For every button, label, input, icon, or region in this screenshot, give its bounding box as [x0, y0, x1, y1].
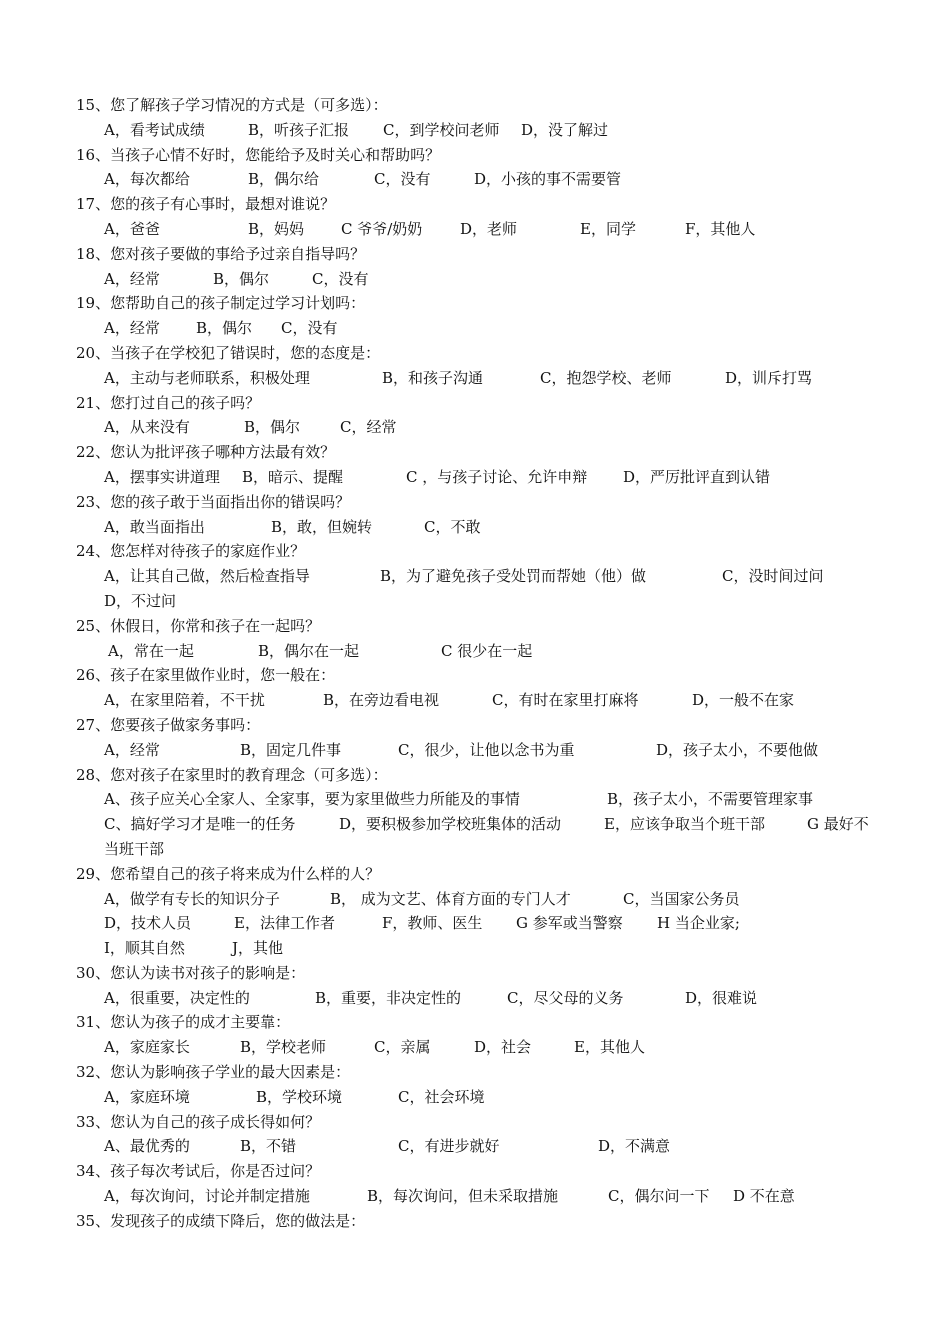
- answer-option: B，每次询问，但未采取措施: [367, 1187, 559, 1206]
- option-line: [0, 465, 950, 490]
- answer-option: A，摆事实讲道理: [104, 467, 220, 486]
- answer-option: A，每次都给: [104, 170, 190, 189]
- question-row: [0, 143, 950, 168]
- question-row: [0, 1060, 950, 1085]
- answer-option: A，很重要，决定性的: [104, 988, 250, 1007]
- question-text: 22、您认为批评孩子哪种方法最有效？: [76, 443, 336, 462]
- option-line: [0, 267, 950, 292]
- question-text: 17、您的孩子有心事时，最想对谁说？: [76, 195, 336, 214]
- answer-option: C，没时间过问: [722, 567, 824, 586]
- question-row: [0, 93, 950, 118]
- answer-option: D，小孩的事不需要管: [474, 170, 622, 189]
- question-text: 28、您对孩子在家里时的教育理念（可多选）：: [76, 765, 388, 784]
- question-text: 32、您认为影响孩子学业的最大因素是：: [76, 1063, 351, 1082]
- answer-option: A，从来没有: [104, 418, 190, 437]
- answer-option: A，做学有专长的知识分子: [104, 889, 280, 908]
- answer-option: A，家庭家长: [104, 1038, 190, 1057]
- answer-option: B，为了避免孩子受处罚而帮她（他）做: [380, 567, 647, 586]
- question-text: 26、孩子在家里做作业时，您一般在：: [76, 666, 336, 685]
- question-text: 30、您认为读书对孩子的影响是：: [76, 963, 306, 982]
- answer-option: B，不错: [240, 1137, 297, 1156]
- answer-option: C，没有: [312, 269, 369, 288]
- answer-option: 当班干部: [104, 839, 165, 858]
- question-text: 18、您对孩子要做的事给予过亲自指导吗？: [76, 244, 366, 263]
- answer-option: C，有进步就好: [398, 1137, 500, 1156]
- option-line: [0, 936, 950, 961]
- option-line: [0, 118, 950, 143]
- questionnaire-page: [0, 93, 950, 1234]
- answer-option: A，经常: [104, 269, 160, 288]
- question-row: [0, 663, 950, 688]
- answer-option: B，学校老师: [240, 1038, 327, 1057]
- answer-option: C，亲属: [374, 1038, 431, 1057]
- answer-option: C，尽父母的义务: [507, 988, 624, 1007]
- question-text: 29、您希望自己的孩子将来成为什么样的人？: [76, 864, 381, 883]
- option-line: [0, 167, 950, 192]
- option-line: [0, 986, 950, 1011]
- question-text: 27、您要孩子做家务事吗：: [76, 715, 261, 734]
- answer-option: C，社会环境: [398, 1087, 485, 1106]
- answer-option: A，家庭环境: [104, 1087, 190, 1106]
- answer-option: A，爸爸: [104, 219, 160, 238]
- question-text: 15、您了解孩子学习情况的方式是（可多选）：: [76, 96, 388, 114]
- option-line: [0, 515, 950, 540]
- answer-option: A，经常: [104, 319, 160, 338]
- answer-option: C，有时在家里打麻将: [492, 691, 639, 710]
- answer-option: D，不过问: [104, 591, 177, 610]
- answer-option: D，没了解过: [521, 120, 609, 139]
- answer-option: G 最好不: [807, 815, 869, 834]
- answer-option: B，偶尔: [196, 319, 253, 338]
- answer-option: D，要积极参加学校班集体的活动: [339, 815, 562, 834]
- answer-option: B，暗示、提醒: [242, 467, 344, 486]
- question-row: [0, 1010, 950, 1035]
- question-row: [0, 1159, 950, 1184]
- answer-option: E，法律工作者: [234, 914, 335, 933]
- answer-option: D，技术人员: [104, 914, 192, 933]
- answer-option: J，其他: [232, 939, 284, 958]
- answer-option: G 参军或当警察: [516, 914, 623, 933]
- answer-option: C，偶尔问一下: [608, 1187, 710, 1206]
- answer-option: D，不满意: [598, 1137, 671, 1156]
- question-row: [0, 961, 950, 986]
- question-row: [0, 614, 950, 639]
- answer-option: C，经常: [340, 418, 397, 437]
- question-text: 33、您认为自己的孩子成长得如何？: [76, 1112, 321, 1131]
- question-text: 24、您怎样对待孩子的家庭作业？: [76, 542, 306, 561]
- answer-option: C 很少在一起: [441, 641, 533, 660]
- answer-option: A、最优秀的: [104, 1137, 190, 1156]
- option-line: [0, 316, 950, 341]
- answer-option: A，常在一起: [108, 641, 194, 660]
- answer-option: D，一般不在家: [692, 691, 795, 710]
- question-text: 21、您打过自己的孩子吗？: [76, 393, 261, 412]
- answer-option: B， 成为文艺、体育方面的专门人才: [330, 889, 571, 908]
- question-text: 31、您认为孩子的成才主要靠：: [76, 1013, 291, 1032]
- answer-option: D 不在意: [733, 1187, 795, 1206]
- answer-option: A，经常: [104, 740, 160, 759]
- option-line: [0, 639, 950, 664]
- question-text: 19、您帮助自己的孩子制定过学习计划吗：: [76, 294, 366, 313]
- answer-option: D，严厉批评直到认错: [623, 467, 771, 486]
- answer-option: B，学校环境: [256, 1087, 343, 1106]
- answer-option: B，和孩子沟通: [382, 368, 484, 387]
- question-row: [0, 1110, 950, 1135]
- answer-option: I，顺其自然: [104, 939, 185, 958]
- answer-option: C，没有: [281, 319, 338, 338]
- option-line: [0, 812, 950, 837]
- answer-option: B，妈妈: [248, 219, 305, 238]
- answer-option: A，在家里陪着，不干扰: [104, 691, 265, 710]
- option-line: [0, 1184, 950, 1209]
- answer-option: C，很少，让他以念书为重: [398, 740, 575, 759]
- answer-option: B，重要，非决定性的: [315, 988, 462, 1007]
- question-text: 35、发现孩子的成绩下降后，您的做法是：: [76, 1211, 366, 1230]
- answer-option: C，不敢: [424, 517, 481, 536]
- answer-option: B，偶尔: [213, 269, 270, 288]
- option-line: [0, 1134, 950, 1159]
- answer-option: C 爷爷/奶奶: [341, 219, 423, 238]
- answer-option: C，当国家公务员: [623, 889, 740, 908]
- answer-option: C ，与孩子讨论、允许申辩: [406, 467, 588, 486]
- option-line: [0, 564, 950, 589]
- option-line: [0, 887, 950, 912]
- answer-option: C，抱怨学校、老师: [540, 368, 672, 387]
- answer-option: A，让其自己做，然后检查指导: [104, 567, 310, 586]
- answer-option: A，看考试成绩: [104, 120, 205, 139]
- question-text: 23、您的孩子敢于当面指出你的错误吗？: [76, 492, 351, 511]
- question-row: [0, 440, 950, 465]
- question-row: [0, 490, 950, 515]
- answer-option: E，应该争取当个班干部: [604, 815, 765, 834]
- answer-option: B，在旁边看电视: [323, 691, 440, 710]
- option-line: [0, 366, 950, 391]
- answer-option: A，主动与老师联系，积极处理: [104, 368, 310, 387]
- question-text: 25、休假日，你常和孩子在一起吗？: [76, 616, 321, 635]
- question-row: [0, 763, 950, 788]
- answer-option: C，没有: [374, 170, 431, 189]
- answer-option: B，听孩子汇报: [248, 120, 350, 139]
- question-row: [0, 539, 950, 564]
- option-line: [0, 217, 950, 242]
- option-line: [0, 738, 950, 763]
- answer-option: D，很难说: [685, 988, 758, 1007]
- answer-option: C、搞好学习才是唯一的任务: [104, 815, 296, 834]
- question-row: [0, 1209, 950, 1234]
- answer-option: C，到学校问老师: [383, 120, 500, 139]
- answer-option: D，孩子太小，不要他做: [656, 740, 819, 759]
- option-line: [0, 1085, 950, 1110]
- option-line: [0, 589, 950, 614]
- answer-option: B，偶尔: [244, 418, 301, 437]
- question-row: [0, 713, 950, 738]
- answer-option: B，固定几件事: [240, 740, 342, 759]
- answer-option: D，老师: [460, 219, 518, 238]
- question-row: [0, 192, 950, 217]
- answer-option: A、孩子应关心全家人、全家事，要为家里做些力所能及的事情: [104, 790, 520, 809]
- question-row: [0, 291, 950, 316]
- question-text: 20、当孩子在学校犯了错误时，您的态度是：: [76, 343, 381, 362]
- answer-option: B，孩子太小，不需要管理家事: [607, 790, 814, 809]
- question-row: [0, 242, 950, 267]
- option-line: [0, 1035, 950, 1060]
- option-line: [0, 911, 950, 936]
- answer-option: B，偶尔在一起: [258, 641, 360, 660]
- answer-option: F，教师、医生: [382, 914, 483, 933]
- answer-option: D，社会: [474, 1038, 532, 1057]
- answer-option: A，敢当面指出: [104, 517, 205, 536]
- option-line: [0, 415, 950, 440]
- answer-option: E，同学: [580, 219, 636, 238]
- answer-option: D，训斥打骂: [725, 368, 813, 387]
- question-row: [0, 341, 950, 366]
- question-text: 34、孩子每次考试后，你是否过问？: [76, 1162, 321, 1181]
- answer-option: A，每次询问，讨论并制定措施: [104, 1187, 310, 1206]
- option-line: [0, 837, 950, 862]
- option-line: [0, 688, 950, 713]
- answer-option: E，其他人: [574, 1038, 645, 1057]
- answer-option: H 当企业家;: [657, 914, 740, 933]
- answer-option: B，偶尔给: [248, 170, 320, 189]
- question-text: 16、当孩子心情不好时，您能给予及时关心和帮助吗？: [76, 145, 441, 164]
- question-row: [0, 391, 950, 416]
- answer-option: F，其他人: [685, 219, 756, 238]
- answer-option: B，敢，但婉转: [271, 517, 373, 536]
- question-row: [0, 862, 950, 887]
- option-line: [0, 787, 950, 812]
